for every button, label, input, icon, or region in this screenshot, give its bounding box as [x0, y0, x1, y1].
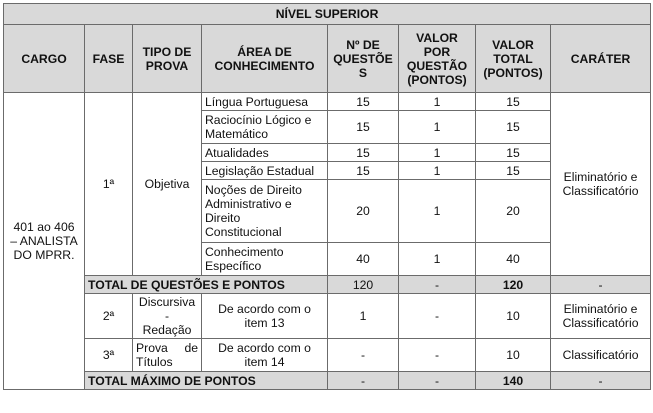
fase3-area: De acordo com o item 14 [202, 339, 328, 372]
fase1-carater: Eliminatório e Classificatório [551, 93, 651, 276]
area-cell: Raciocínio Lógico e Matemático [202, 111, 328, 144]
valor-cell: 1 [399, 144, 476, 162]
valor-cell: 1 [399, 243, 476, 276]
header-questoes: Nº DE QUESTÕE S [328, 25, 399, 93]
total-cell: 15 [476, 162, 551, 180]
fase2-tipo: Discursiva - Redação [133, 294, 202, 339]
total-cell: 15 [476, 144, 551, 162]
total-max-carater: - [551, 372, 651, 390]
fase3-total: 10 [476, 339, 551, 372]
table-row [4, 339, 651, 372]
questoes-cell: 20 [328, 180, 399, 243]
header-carater: CARÁTER [551, 25, 651, 93]
total-label: TOTAL DE QUESTÕES E PONTOS [85, 276, 328, 294]
total-cell: 40 [476, 243, 551, 276]
questoes-cell: 15 [328, 144, 399, 162]
fase1-tipo: Objetiva [133, 93, 202, 276]
valor-cell: 1 [399, 93, 476, 111]
total-pontos: 120 [476, 276, 551, 294]
total-max-valor: - [399, 372, 476, 390]
total-carater: - [551, 276, 651, 294]
questoes-cell: 15 [328, 93, 399, 111]
header-valor-total: VALOR TOTAL (PONTOS) [476, 25, 551, 93]
fase3-cell: 3ª [85, 339, 133, 372]
total-cell: 15 [476, 111, 551, 144]
fase3-questoes: - [328, 339, 399, 372]
area-cell: Língua Portuguesa [202, 93, 328, 111]
table-row [4, 93, 651, 111]
scoring-table [3, 3, 651, 390]
header-tipo: TIPO DE PROVA [133, 25, 202, 93]
header-cargo: CARGO [4, 25, 85, 93]
header-fase: FASE [85, 25, 133, 93]
fase1-cell: 1ª [85, 93, 133, 276]
total-max-row [4, 372, 651, 390]
valor-cell: 1 [399, 111, 476, 144]
header-area: ÁREA DE CONHECIMENTO [202, 25, 328, 93]
total-row [4, 276, 651, 294]
valor-cell: 1 [399, 180, 476, 243]
total-questoes: 120 [328, 276, 399, 294]
fase2-carater: Eliminatório e Classificatório [551, 294, 651, 339]
area-cell: Legislação Estadual [202, 162, 328, 180]
total-max-questoes: - [328, 372, 399, 390]
fase3-carater: Classificatório [551, 339, 651, 372]
area-cell: Conhecimento Específico [202, 243, 328, 276]
fase3-tipo: Prova de Títulos [133, 339, 202, 372]
area-cell: Atualidades [202, 144, 328, 162]
header-valor-questao: VALOR POR QUESTÃO (PONTOS) [399, 25, 476, 93]
fase2-area: De acordo com o item 13 [202, 294, 328, 339]
fase2-total: 10 [476, 294, 551, 339]
area-cell: Noções de Direito Administrativo e Direito Constitucional [202, 180, 328, 243]
fase2-cell: 2ª [85, 294, 133, 339]
total-cell: 15 [476, 93, 551, 111]
questoes-cell: 15 [328, 162, 399, 180]
cargo-cell: 401 ao 406 – ANALISTA DO MPRR. [4, 93, 85, 390]
total-max-label: TOTAL MÁXIMO DE PONTOS [85, 372, 328, 390]
questoes-cell: 40 [328, 243, 399, 276]
total-valor: - [399, 276, 476, 294]
total-cell: 20 [476, 180, 551, 243]
valor-cell: 1 [399, 162, 476, 180]
fase2-questoes: 1 [328, 294, 399, 339]
fase2-valor: - [399, 294, 476, 339]
fase3-valor: - [399, 339, 476, 372]
table-title: NÍVEL SUPERIOR [4, 4, 651, 25]
total-max-pontos: 140 [476, 372, 551, 390]
questoes-cell: 15 [328, 111, 399, 144]
table-row [4, 294, 651, 339]
